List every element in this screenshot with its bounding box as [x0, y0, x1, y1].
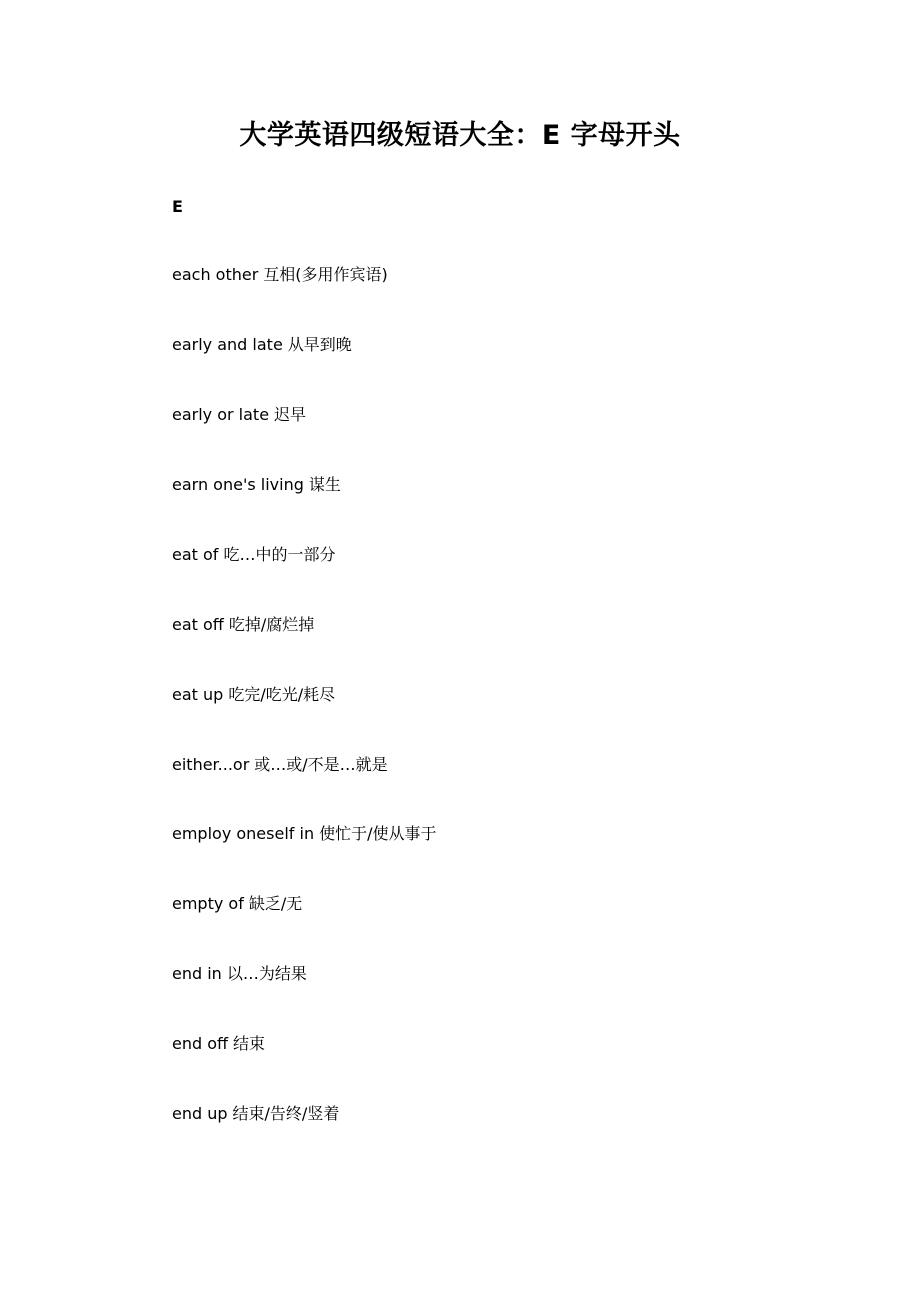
- phrase-term: end in: [172, 964, 222, 983]
- phrase-entry: [172, 614, 314, 636]
- phrase-entry: [172, 684, 335, 706]
- phrase-term: end off: [172, 1034, 229, 1053]
- phrase-term: empty of: [172, 894, 244, 913]
- phrase-entry: [172, 474, 341, 496]
- phrase-meaning: 缺乏/无: [248, 894, 303, 913]
- phrase-meaning: 以…为结果: [226, 964, 307, 983]
- phrase-term: early and late: [172, 335, 283, 354]
- section-letter-heading: E: [172, 197, 183, 216]
- phrase-term: earn one's living: [172, 475, 304, 494]
- phrase-term: either...or: [172, 755, 250, 774]
- phrase-term: end up: [172, 1104, 228, 1123]
- phrase-meaning: 或…或/不是…就是: [254, 755, 388, 774]
- phrase-entry: [172, 264, 388, 286]
- phrase-term: eat off: [172, 615, 224, 634]
- phrase-meaning: 吃…中的一部分: [223, 545, 336, 564]
- phrase-meaning: 从早到晚: [287, 335, 352, 354]
- phrase-meaning: 互相(多用作宾语): [263, 265, 388, 284]
- phrase-entry: [172, 544, 335, 566]
- phrase-term: eat of: [172, 545, 219, 564]
- phrase-meaning: 迟早: [274, 405, 307, 424]
- phrase-entry: [172, 404, 306, 426]
- phrase-entry: [172, 1033, 265, 1055]
- phrase-term: each other: [172, 265, 259, 284]
- phrase-meaning: 吃完/吃光/耗尽: [228, 685, 336, 704]
- phrase-meaning: 使忙于/使从事于: [319, 824, 437, 843]
- phrase-entry: [172, 893, 302, 915]
- phrase-entry: [172, 754, 388, 776]
- phrase-term: eat up: [172, 685, 224, 704]
- phrase-meaning: 结束: [233, 1034, 266, 1053]
- phrase-meaning: 谋生: [308, 475, 341, 494]
- phrase-entry: [172, 334, 352, 356]
- phrase-term: early or late: [172, 405, 270, 424]
- phrase-entry: [172, 823, 436, 845]
- phrase-term: employ oneself in: [172, 824, 315, 843]
- phrase-meaning: 吃掉/腐烂掉: [228, 615, 315, 634]
- document-title: 大学英语四级短语大全：E 字母开头: [239, 120, 681, 151]
- phrase-entry: [172, 1103, 339, 1125]
- phrase-entry: [172, 963, 307, 985]
- phrase-meaning: 结束/告终/竖着: [232, 1104, 340, 1123]
